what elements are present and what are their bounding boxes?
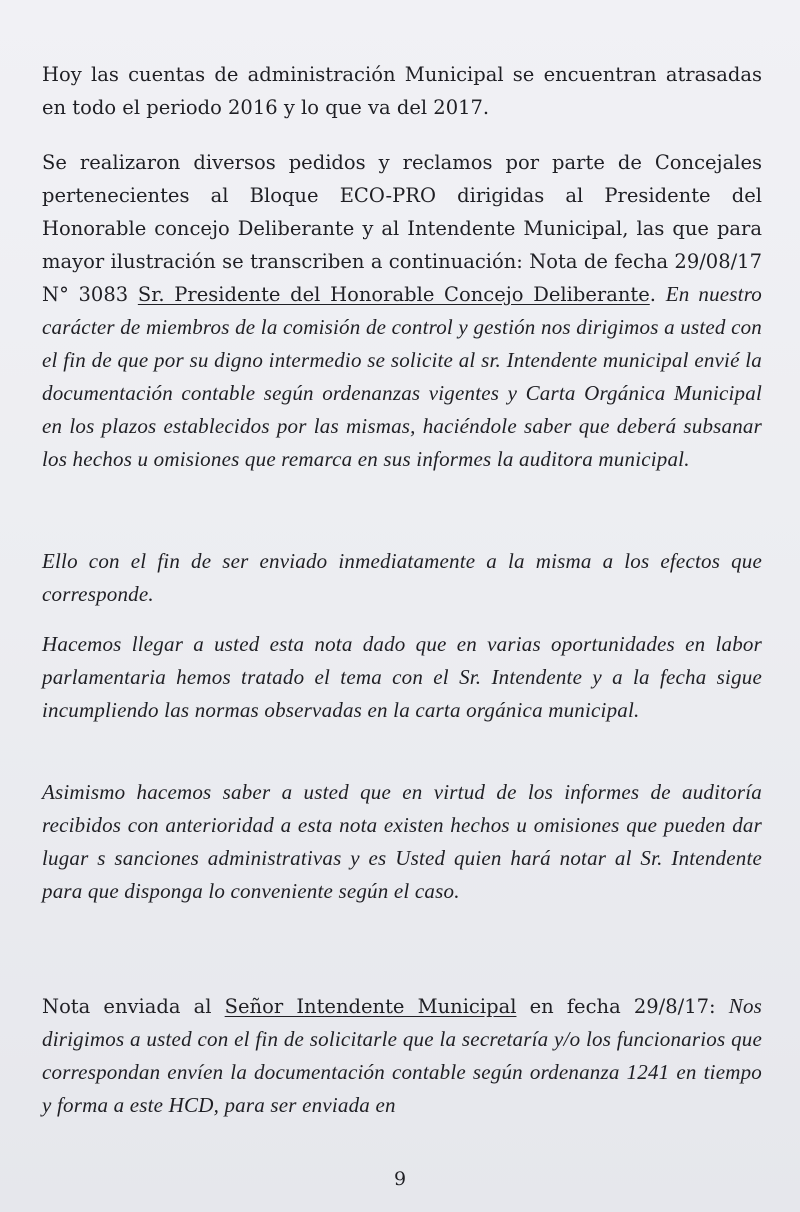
paragraph-requests [42, 146, 762, 476]
addressee-hcd-president: Sr. Presidente del Honorable Concejo Deliberante [137, 283, 650, 306]
paragraph-text: Hoy las cuentas de administración Municipal se encuentran atrasadas en todo el periodo 2016 y lo que va del 2017. [42, 63, 762, 119]
paragraph-accounts-delayed [42, 58, 762, 124]
paragraph-text: Ello con el fin de ser enviado inmediatamente a la misma a los efectos que corresponde. [42, 549, 762, 606]
punctuation: . [649, 283, 666, 306]
paragraph-text: Nota enviada al [42, 995, 225, 1018]
quoted-note-text: En nuestro carácter de miembros de la comisión de control y gestión nos dirigimos a usted con el fin de que por su digno intermedio se solicite al sr. Intendente municipal envié la documentación contable según ordenanzas vigentes y Carta Orgánica Municipal en los plazos establecidos por las mismas, haciéndole saber que deberá subsanar los hechos u omisiones que remarca en sus informes la auditora municipal. [42, 282, 762, 471]
paragraph-text: Se realizaron diversos pedidos y reclamos por parte de Concejales pertenecientes al Bloque ECO-PRO dirigidas al Presidente del Honorable concejo Deliberante y al Intendente Municipal, las que para mayor ilustración se transcriben a continuación: Nota de fecha 29/08/17 N° 3083 [42, 151, 762, 306]
paragraph-quoted-continuation [42, 545, 762, 611]
page-number: 9 [393, 1168, 407, 1190]
paragraph-text: en fecha 29/8/17: [516, 995, 729, 1018]
paragraph-quoted-labor [42, 628, 762, 727]
paragraph-text: Hacemos llegar a usted esta nota dado que en varias oportunidades en labor parlamentaria hemos tratado el tema con el Sr. Intendente y a la fecha sigue incumpliendo las normas observadas en la carta orgánica municipal. [42, 632, 762, 722]
paragraph-quoted-audit [42, 776, 762, 908]
paragraph-note-to-intendente [42, 990, 762, 1122]
quoted-note-text: Nos dirigimos a usted con el fin de solicitarle que la secretaría y/o los funcionarios que correspondan envíen la documentación contable según ordenanza 1241 en tiempo y forma a este HCD, para ser enviada en [42, 994, 763, 1117]
addressee-intendente: Señor Intendente Municipal [224, 995, 517, 1018]
paragraph-text: Asimismo hacemos saber a usted que en virtud de los informes de auditoría recibidos con anterioridad a esta nota existen hechos u omisiones que pueden dar lugar s sanciones administrativas y es Usted quien hará notar al Sr. Intendente para que disponga lo conveniente según el caso. [42, 780, 762, 903]
